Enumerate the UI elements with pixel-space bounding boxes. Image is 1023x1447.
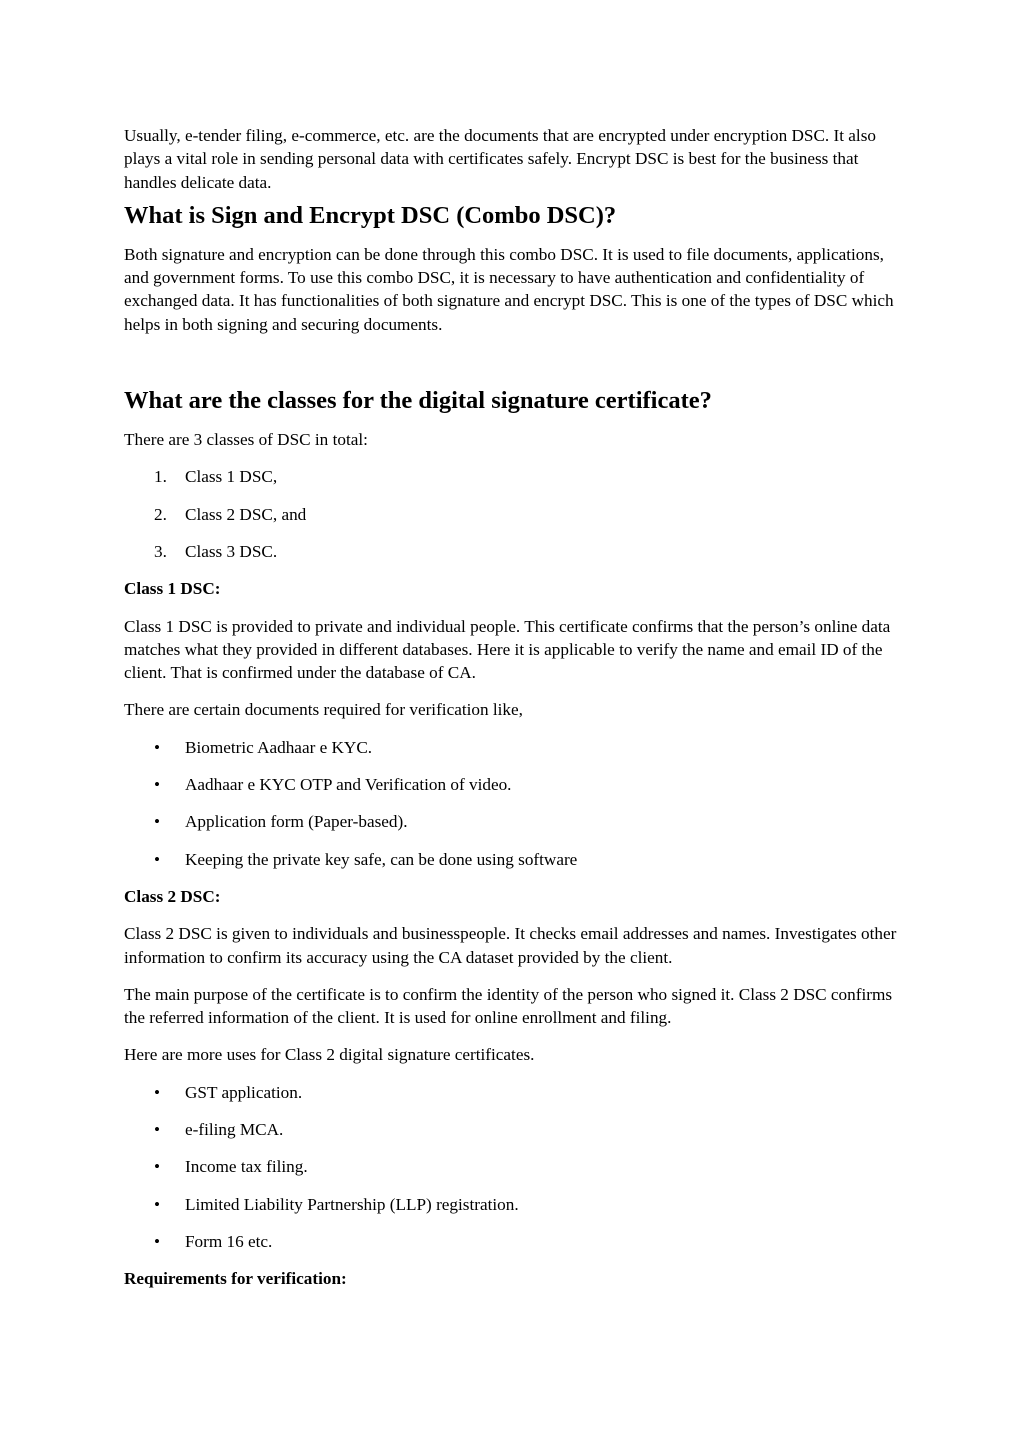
list-number: 3.: [154, 541, 167, 561]
list-item-text: e-filing MCA.: [185, 1120, 284, 1140]
combo-dsc-paragraph: Both signature and encryption can be done through this combo DSC. It is used to file documents, applications, and government forms. To use this combo DSC, it is necessary to have authentication and confidentiality of exchanged data. It has functionalities of both signature and encrypt DSC. This is one of the types of DSC which helps in both signing and securing documents.: [124, 244, 894, 334]
bullet-icon: •: [154, 812, 161, 832]
classes-heading: What are the classes for the digital signature certificate?: [124, 387, 712, 415]
list-item-text: Limited Liability Partnership (LLP) registration.: [185, 1194, 519, 1214]
combo-dsc-heading: What is Sign and Encrypt DSC (Combo DSC)?: [124, 201, 617, 229]
class2-uses-intro: Here are more uses for Class 2 digital signature certificates.: [124, 1045, 535, 1065]
bullet-icon: •: [154, 775, 161, 795]
class2-paragraph-1: Class 2 DSC is given to individuals and businesspeople. It checks email addresses and names. Investigates other information to confirm its accuracy using the CA dataset provided by the client.: [124, 924, 897, 967]
list-item-text: Form 16 etc.: [185, 1231, 273, 1251]
list-item: [124, 810, 904, 833]
list-item-text: Income tax filing.: [185, 1157, 308, 1177]
bullet-icon: •: [154, 1231, 161, 1251]
list-item-text: Aadhaar e KYC OTP and Verification of video.: [185, 775, 512, 795]
list-item: [124, 1118, 904, 1141]
list-item-text: Class 3 DSC.: [185, 541, 278, 561]
classes-intro: There are 3 classes of DSC in total:: [124, 430, 368, 450]
class2-paragraph-2: The main purpose of the certificate is to confirm the identity of the person who signed it. Class 2 DSC confirms the referred information of the client. It is used for online enrollment and filing.: [124, 984, 893, 1028]
list-item: [124, 1081, 904, 1104]
class1-docs-list: [124, 736, 904, 871]
list-item: [124, 736, 904, 759]
intro-paragraph: Usually, e-tender filing, e-commerce, etc. are the documents that are encrypted under encryption DSC. It also plays a vital role in sending personal data with certificates safely. Encrypt DSC is best for the business that handles delicate data.: [124, 126, 876, 192]
list-item-text: Application form (Paper-based).: [185, 812, 408, 832]
list-item: [124, 1193, 904, 1216]
list-item: [124, 540, 904, 563]
bullet-icon: •: [154, 1082, 161, 1102]
list-item: [124, 503, 904, 526]
list-number: 1.: [154, 467, 167, 487]
class2-uses-list: [124, 1081, 904, 1253]
list-item-text: Biometric Aadhaar e KYC.: [185, 737, 373, 757]
list-number: 2.: [154, 504, 167, 524]
bullet-icon: •: [154, 1194, 161, 1214]
list-item-text: Class 1 DSC,: [185, 467, 278, 487]
bullet-icon: •: [154, 1157, 161, 1177]
requirements-label: Requirements for verification:: [124, 1269, 347, 1289]
bullet-icon: •: [154, 849, 161, 869]
list-item: [124, 1230, 904, 1253]
document-page: [124, 124, 904, 1291]
bullet-icon: •: [154, 737, 161, 757]
classes-list: [124, 465, 904, 563]
list-item-text: Keeping the private key safe, can be done using software: [185, 849, 578, 869]
list-item: [124, 773, 904, 796]
bullet-icon: •: [154, 1120, 161, 1140]
list-item: [124, 465, 904, 488]
class2-label: Class 2 DSC:: [124, 886, 221, 906]
class1-label: Class 1 DSC:: [124, 579, 221, 599]
list-item-text: GST application.: [185, 1082, 303, 1102]
list-item: [124, 848, 904, 871]
list-item: [124, 1155, 904, 1178]
class1-paragraph: Class 1 DSC is provided to private and individual people. This certificate confirms that the person’s online data matches what they provided in different databases. Here it is applicable to verify the name and email ID of the client. That is confirmed under the database of CA.: [124, 616, 891, 683]
list-item-text: Class 2 DSC, and: [185, 504, 307, 524]
class1-docs-intro: There are certain documents required for verification like,: [124, 700, 523, 720]
